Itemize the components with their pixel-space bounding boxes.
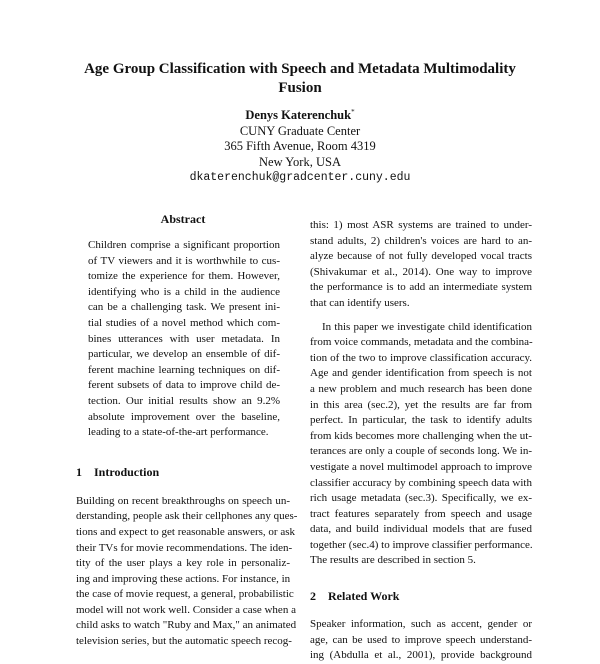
- text-line: a new problem and much research has been done: [310, 382, 532, 395]
- text-line: derstanding, people ask their cellphones any ques-: [76, 510, 298, 523]
- paper-title-line-2: Fusion: [278, 80, 322, 96]
- author-name: [100, 108, 500, 124]
- text-line: tection. Our initial results show an 9.2%: [88, 394, 280, 407]
- text-line: age, can be used to improve speech understand-: [310, 633, 532, 646]
- author-address-line-1: 365 Fifth Avenue, Room 4319: [224, 139, 376, 153]
- text-line: ing and improving these actions. For instance, in: [76, 572, 291, 585]
- text-line: ferent subsets of data to improve child de-: [88, 379, 280, 392]
- text-line: rich usage metadata (sec.3). Specifically, we ex-: [310, 492, 532, 505]
- text-line: The results are described in section 5.: [310, 554, 476, 567]
- text-line: Children comprise a significant proportion: [88, 239, 280, 251]
- text-line: leading to a state-of-the-art performance.: [88, 426, 269, 439]
- text-line: ing (Abdulla et al., 2001), provide background: [310, 649, 532, 662]
- left-column: [76, 212, 298, 650]
- right-column: [310, 218, 532, 664]
- section-number: 2: [310, 589, 316, 604]
- text-line: Speaker information, such as accent, gender or: [310, 618, 532, 631]
- text-line: identifying who is a child in the audience: [88, 285, 280, 298]
- paper-title-line-1: Age Group Classification with Speech and Metadata Multimodality: [84, 61, 516, 77]
- text-line: their TVs for movie recommendations. The iden-: [76, 541, 293, 554]
- text-line: ferent machine learning techniques on dif-: [88, 363, 280, 376]
- section-title: Related Work: [328, 589, 400, 604]
- text-line: from kids becomes more challenging when the ut-: [310, 429, 532, 442]
- author-email: dkaterenchuk@gradcenter.cuny.edu: [189, 171, 411, 184]
- intro-continuation-paragraph: [310, 218, 532, 312]
- intro-second-paragraph: [310, 320, 532, 570]
- paper-title: [60, 60, 540, 98]
- text-line: classifier accuracy by combining speech data with: [310, 476, 532, 489]
- text-line: absolute improvement over the baseline,: [88, 410, 280, 423]
- text-line: that can identify users.: [310, 296, 410, 309]
- text-line: tract features separately from speech and usage: [310, 507, 532, 520]
- introduction-paragraph: [76, 494, 298, 650]
- text-line: alyze because of not fully developed vocal tracts: [310, 250, 532, 263]
- abstract-body: [76, 238, 290, 441]
- text-line: of TV viewers and it is worthwhile to cus-: [88, 254, 280, 267]
- text-line: television series, but the automatic speech recog-: [76, 635, 292, 648]
- author-footnote-mark: *: [351, 108, 355, 116]
- text-line: in this area (sec.2), yet the results are far from: [310, 398, 532, 411]
- section-heading-related-work: [310, 589, 532, 604]
- text-line: stand adults, 2) children's voices are hard to an-: [310, 234, 532, 247]
- text-line: tial studies of a novel method which com-: [88, 316, 280, 329]
- text-line: tions and expect to get reasonable answers, or ask: [76, 525, 296, 538]
- author-affiliation: CUNY Graduate Center: [239, 123, 361, 138]
- text-line: child asks to watch "Ruby and Max," an animated: [76, 619, 297, 632]
- author-name-text: Denys Katerenchuk: [245, 108, 352, 122]
- text-line: In this paper we investigate child identification: [322, 320, 532, 333]
- text-line: this: 1) most ASR systems are trained to under-: [310, 219, 532, 231]
- text-line: the performance is to add an intermediate system: [310, 281, 532, 294]
- text-line: together (sec.4) to improve classifier performance.: [310, 538, 533, 551]
- text-line: model will not work well. Consider a case when a: [76, 603, 296, 616]
- text-line: tity of the user plays a key role in personaliz-: [76, 557, 290, 570]
- abstract-heading: Abstract: [160, 212, 206, 226]
- text-line: tion of the two to improve classification accuracy.: [310, 351, 532, 364]
- text-line: terances are only a couple of seconds long. We in-: [310, 445, 532, 458]
- text-line: tomize the experience for them. However,: [88, 270, 280, 283]
- section-number: 1: [76, 464, 82, 479]
- text-line: data, and build individual models that are fused: [310, 523, 532, 536]
- text-line: the case of movie request, a general, probabilistic: [76, 588, 294, 601]
- author-address-line-2: New York, USA: [259, 154, 341, 169]
- text-line: Age and gender identification from speech is not: [310, 367, 532, 380]
- section-title: Introduction: [94, 464, 160, 479]
- text-line: Building on recent breakthroughs on speech un-: [76, 494, 290, 507]
- text-line: from voice commands, metadata and the combina-: [310, 336, 533, 349]
- related-work-paragraph: [310, 617, 532, 664]
- text-line: perfect. In particular, the task to identify adults: [310, 414, 532, 427]
- author-block: [100, 108, 500, 186]
- text-line: particular, we develop an ensemble of dif-: [88, 348, 280, 361]
- text-line: vestigate a novel multimodel approach to improve: [310, 460, 532, 473]
- text-line: can be a challenging task. We present ini-: [88, 301, 280, 314]
- text-line: bines utterances with user metadata. In: [88, 332, 280, 345]
- text-line: (Shivakumar et al., 2014). One way to improve: [310, 265, 532, 278]
- section-heading-introduction: [76, 465, 290, 480]
